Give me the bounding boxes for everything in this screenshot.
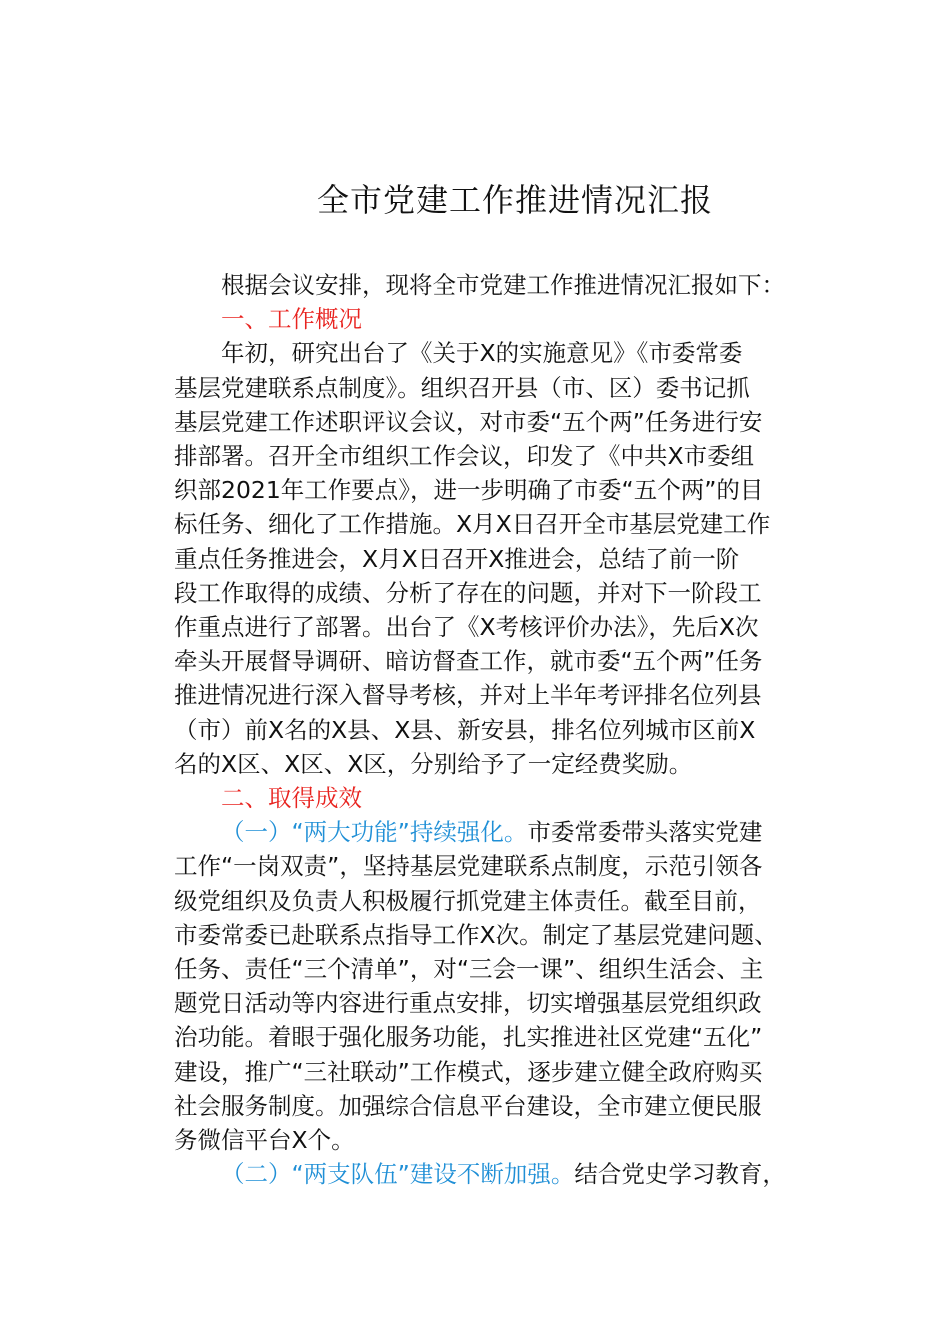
section-heading-overview: 一、工作概况 <box>221 305 362 334</box>
document-title: 全市党建工作推进情况汇报 <box>316 181 713 219</box>
sub2-first-line-text: 结合党史学习教育， <box>574 1160 786 1189</box>
text-line: 建设，推广“三社联动”工作模式，逐步建立健全政府购买 <box>174 1057 763 1086</box>
text-line: 工作“一岗双责”，坚持基层党建联系点制度，示范引领各 <box>174 852 763 881</box>
text-line: 牵头开展督导调研、暗访督查工作，就市委“五个两”任务 <box>174 647 763 676</box>
text-line: 作重点进行了部署。出台了《X考核评价办法》，先后X次 <box>174 613 759 642</box>
sub-heading-two-functions: （一）“两大功能”持续强化。 <box>221 818 528 847</box>
text-line: 基层党建联系点制度》。组织召开县（市、区）委书记抓 <box>174 373 750 402</box>
text-line: 织部2021年工作要点》，进一步明确了市委“五个两”的目 <box>174 476 764 505</box>
text-line: （市）前X名的X县、X县、新安县，排名位列城市区前X <box>174 715 756 744</box>
text-line: 社会服务制度。加强综合信息平台建设，全市建立便民服 <box>174 1091 762 1120</box>
text-line: 级党组织及负责人积极履行抓党建主体责任。截至目前， <box>174 886 762 915</box>
sub-heading-two-teams: （二）“两支队伍”建设不断加强。 <box>221 1160 575 1189</box>
text-line: 基层党建工作述职评议会议，对市委“五个两”任务进行安 <box>174 407 763 436</box>
text-line: 年初，研究出台了《关于X的实施意见》《市委常委 <box>221 339 743 368</box>
text-line: 推进情况进行深入督导考核，并对上半年考评排名位列县 <box>174 681 762 710</box>
section-heading-results: 二、取得成效 <box>221 784 362 813</box>
sub-paragraph-1-first-line <box>174 815 864 849</box>
text-line: 重点任务推进会，X月X日召开X推进会，总结了前一阶 <box>174 544 740 573</box>
text-line: 标任务、细化了工作措施。X月X日召开全市基层党建工作 <box>174 510 771 539</box>
intro-paragraph: 根据会议安排，现将全市党建工作推进情况汇报如下： <box>221 271 785 299</box>
text-line: 任务、责任“三个清单”，对“三会一课”、组织生活会、主 <box>174 955 764 984</box>
sub-paragraph-2-first-line <box>174 1157 864 1191</box>
document-body <box>174 268 864 1191</box>
text-line: 名的X区、X区、X区，分别给予了一定经费奖励。 <box>174 749 693 778</box>
sub1-first-line-text: 市委常委带头落实党建 <box>527 818 763 847</box>
text-line: 段工作取得的成绩、分析了存在的问题，并对下一阶段工 <box>174 578 762 607</box>
text-line: 务微信平台X个。 <box>174 1126 355 1155</box>
text-line: 排部署。召开全市组织工作会议，印发了《中共X市委组 <box>174 442 755 471</box>
text-line: 治功能。着眼于强化服务功能，扎实推进社区党建“五化” <box>174 1023 763 1052</box>
sub-paragraph-1 <box>174 849 864 1157</box>
text-line: 题党日活动等内容进行重点安排，切实增强基层党组织政 <box>174 989 762 1018</box>
text-line: 市委常委已赴联系点指导工作X次。制定了基层党建问题、 <box>174 920 778 949</box>
overview-paragraph <box>174 336 864 781</box>
